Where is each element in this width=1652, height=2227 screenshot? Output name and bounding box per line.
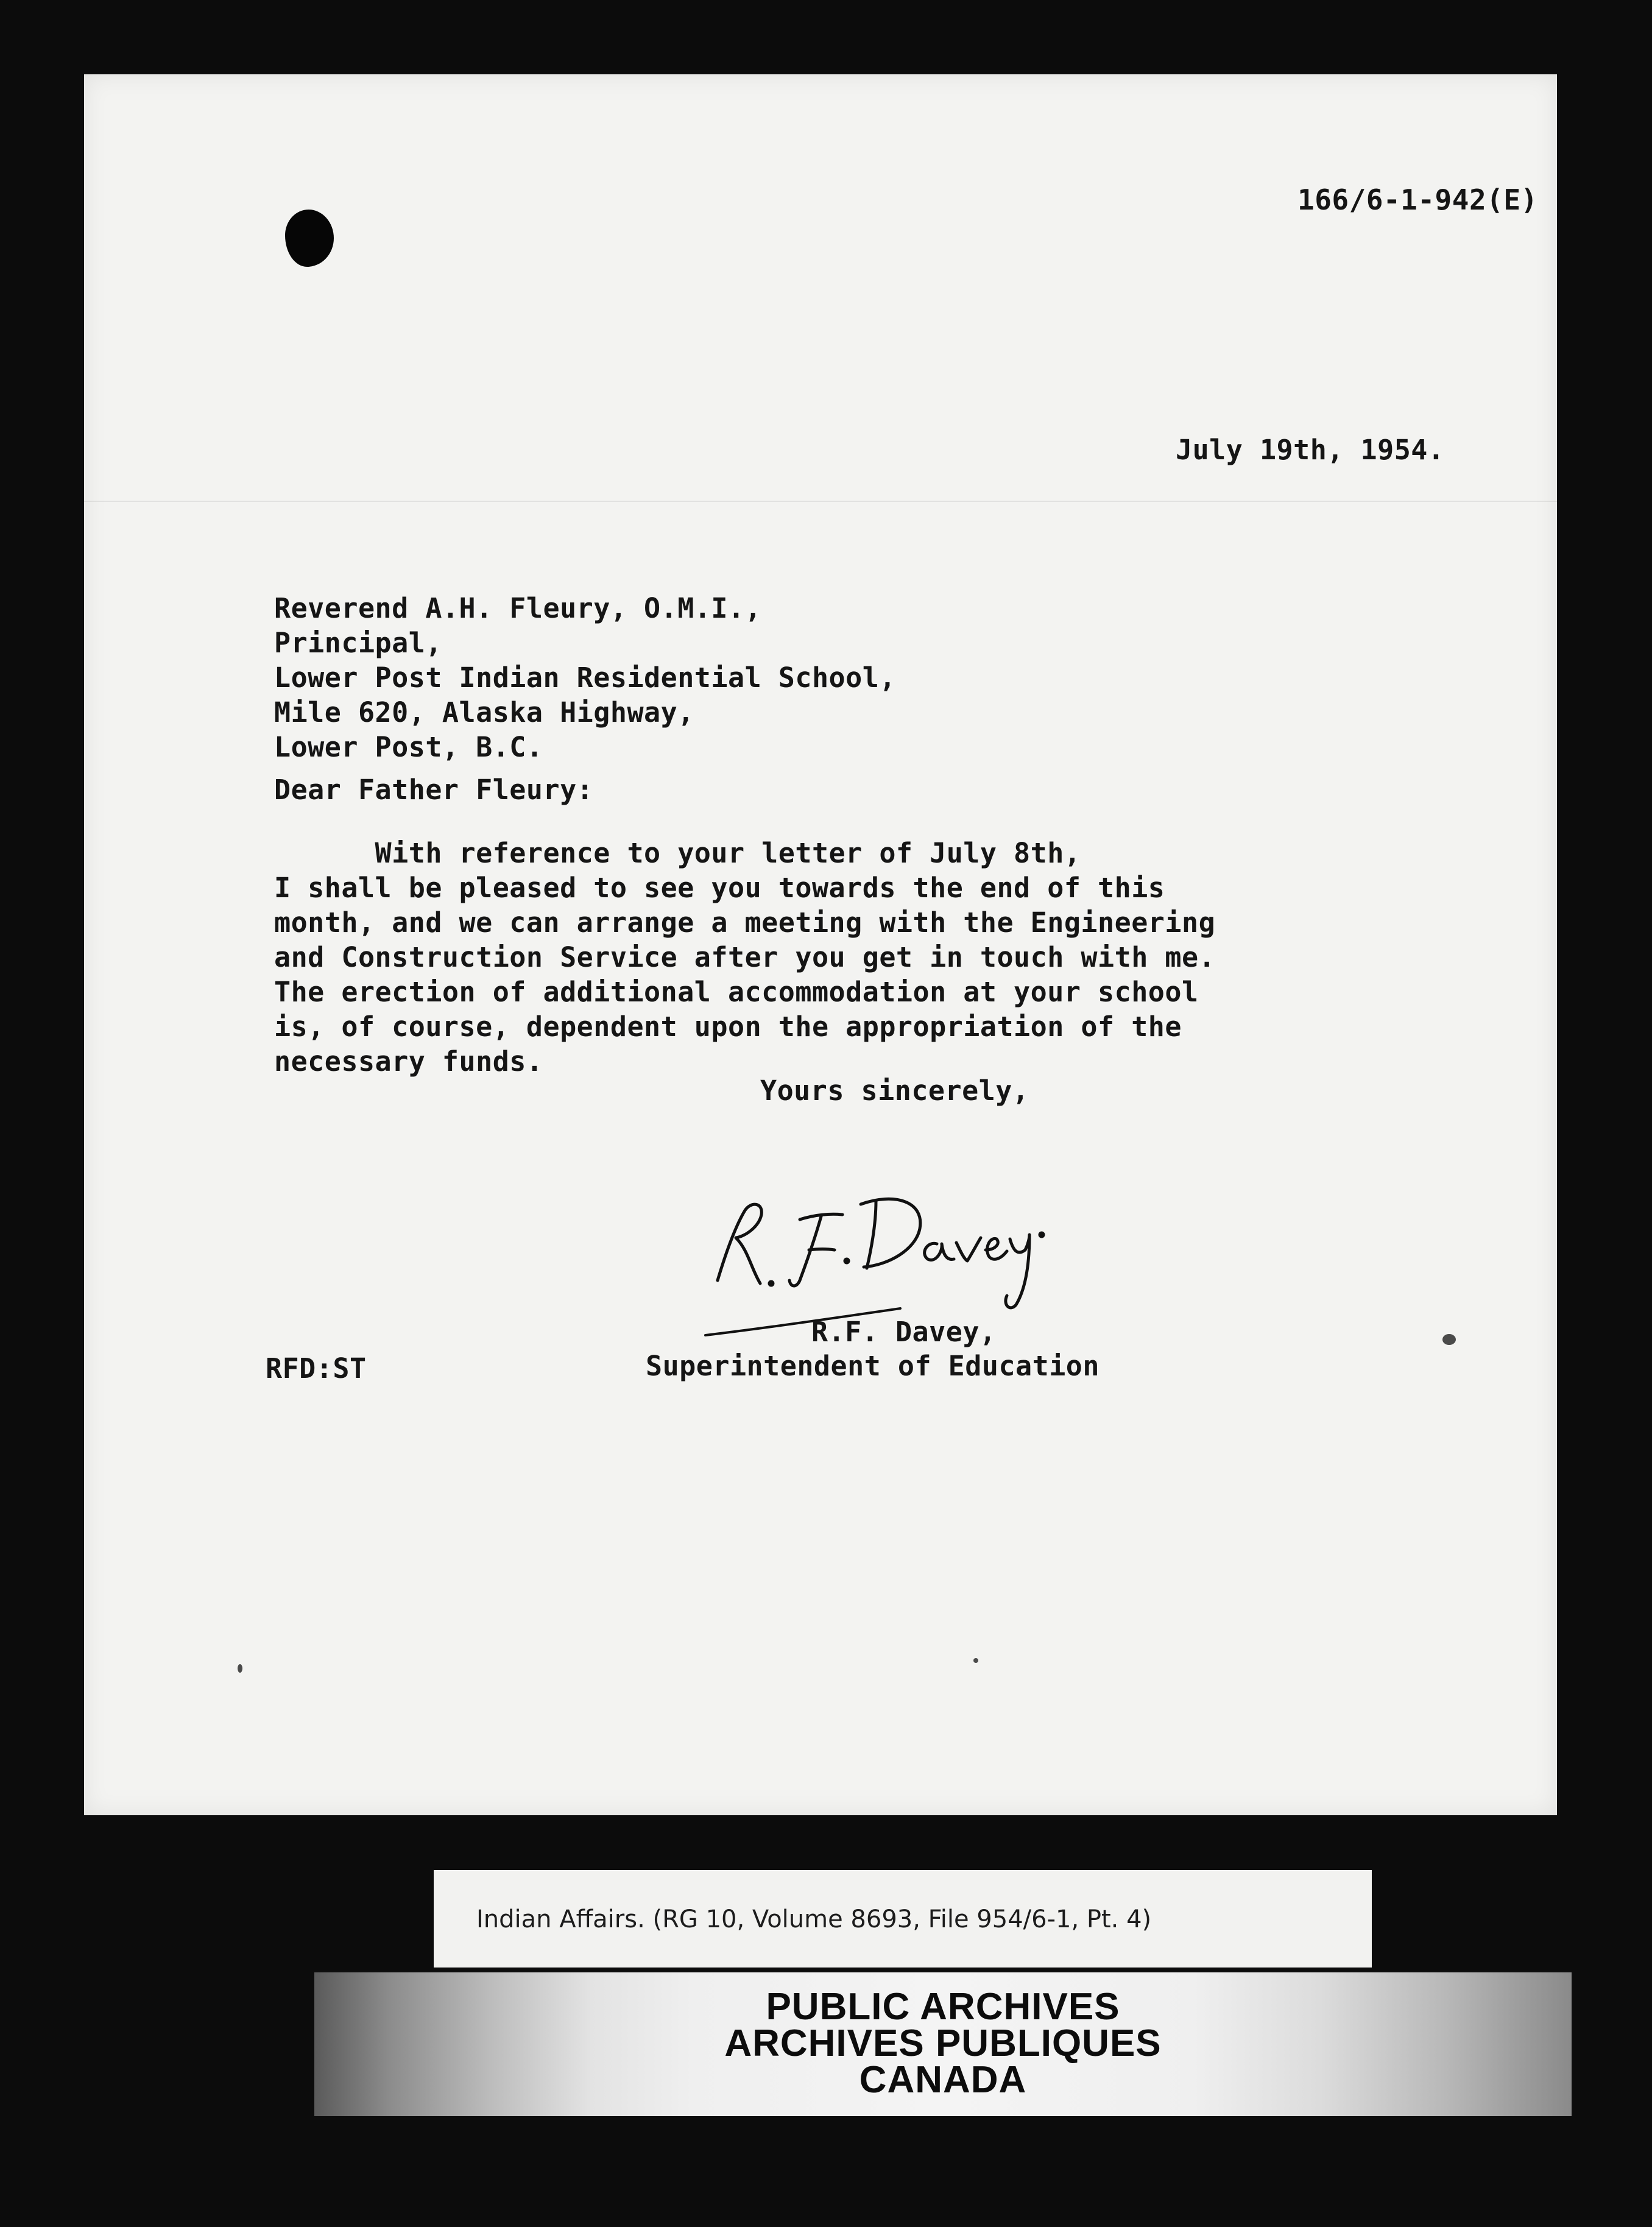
body-line: month, and we can arrange a meeting with the Engineering [274,906,1216,939]
scan-speck [973,1658,978,1663]
archive-caption-label [434,1870,1372,1968]
ink-blot-mark [285,210,334,267]
fold-line [84,501,1557,502]
stamp-line: CANADA [859,2059,1027,2101]
scan-speck [1442,1334,1456,1345]
signatory-title: Superintendent of Education [646,1350,1100,1382]
archive-stamp [314,1972,1572,2116]
stamp-line: ARCHIVES PUBLIQUES [724,2022,1162,2064]
body-line: and Construction Service after you get in touch with me. [274,941,1216,973]
address-line: Reverend A.H. Fleury, O.M.I., [274,592,762,624]
archive-caption-text: Indian Affairs. (RG 10, Volume 8693, File 954/6-1, Pt. 4) [476,1905,1152,1933]
salutation: Dear Father Fleury: [274,774,594,806]
closing: Yours sincerely, [760,1075,1029,1107]
reference-initials: RFD:ST [266,1352,367,1385]
letter-date: July 19th, 1954. [1176,434,1445,466]
body-line: necessary funds. [274,1045,543,1078]
body-line: The erection of additional accommodation at your school [274,976,1199,1008]
address-line: Lower Post Indian Residential School, [274,662,896,694]
body-line: With reference to your letter of July 8th, [274,837,1081,869]
file-number: 166/6-1-942(E) [1297,183,1538,216]
address-line: Principal, [274,627,442,659]
body-line: is, of course, dependent upon the appropriation of the [274,1011,1182,1043]
address-line: Mile 620, Alaska Highway, [274,696,694,729]
handwritten-signature [693,1159,1107,1341]
scan-speck [238,1664,242,1673]
recipient-address-block [274,591,896,764]
address-line: Lower Post, B.C. [274,731,543,763]
stamp-line: PUBLIC ARCHIVES [766,1986,1120,2028]
letter-sheet [84,74,1557,1815]
letter-body [274,836,1215,1079]
body-line: I shall be pleased to see you towards the end of this [274,872,1165,904]
signatory-name: R.F. Davey, [811,1316,997,1348]
